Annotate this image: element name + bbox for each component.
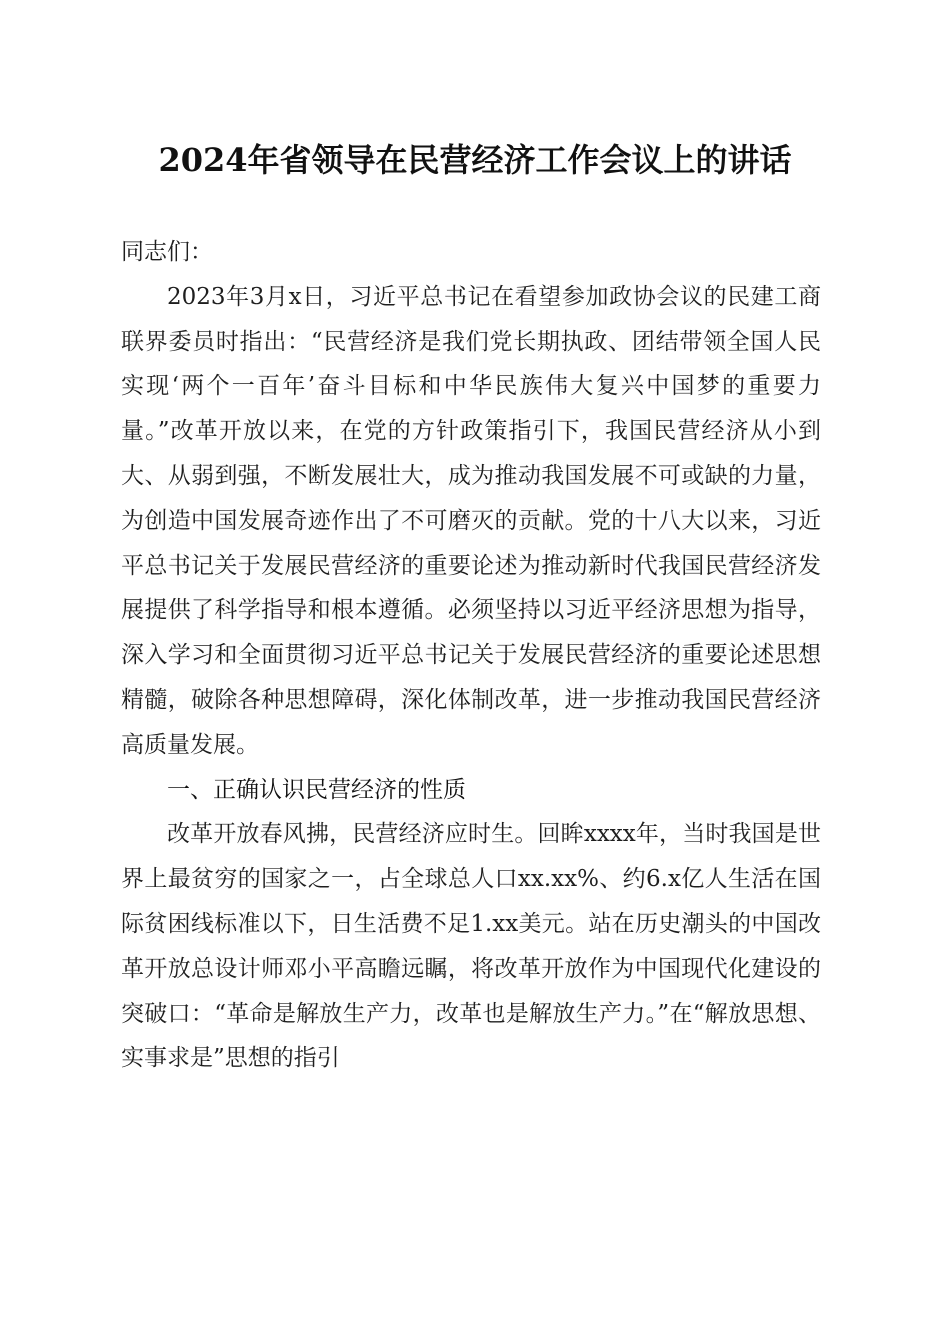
section-paragraph: 改革开放春风拂，民营经济应时生。回眸xxxx年，当时我国是世界上最贫穷的国家之一，占全球总人口xx.xx%、约6.x亿人生活在国际贫困线标准以下，日生活费不足1.xx美元。站在历史潮头的中国改革开放总设计师邓小平高瞻远瞩，将改革开放作为中国现代化建设的突破口：“革命是解放生产力，改革也是解放生产力。”在“解放思想、实事求是”思想的指引 (121, 821, 821, 1072)
intro-paragraph: 2023年3月x日，习近平总书记在看望参加政协会议的民建工商联界委员时指出：“民营经济是我们党长期执政、团结带领全国人民实现‘两个一百年’奋斗目标和中华民族伟大复兴中国梦的重要力量。”改革开放以来，在党的方针政策指引下，我国民营经济从小到大、从弱到强，不断发展壮大，成为推动我国发展不可或缺的力量，为创造中国发展奇迹作出了不可磨灭的贡献。党的十八大以来，习近平总书记关于发展民营经济的重要论述为推动新时代我国民营经济发展提供了科学指导和根本遵循。必须坚持以习近平经济思想为指导，深入学习和全面贯彻习近平总书记关于发展民营经济的重要论述思想精髓，破除各种思想障碍，深化体制改革，进一步推动我国民营经济高质量发展。 (121, 283, 821, 758)
section-heading: 一、正确认识民营经济的性质 (167, 776, 466, 803)
document-body (121, 230, 821, 1081)
document-title: 2024年省领导在民营经济工作会议上的讲话 (158, 141, 792, 179)
salutation: 同志们： (121, 239, 213, 265)
